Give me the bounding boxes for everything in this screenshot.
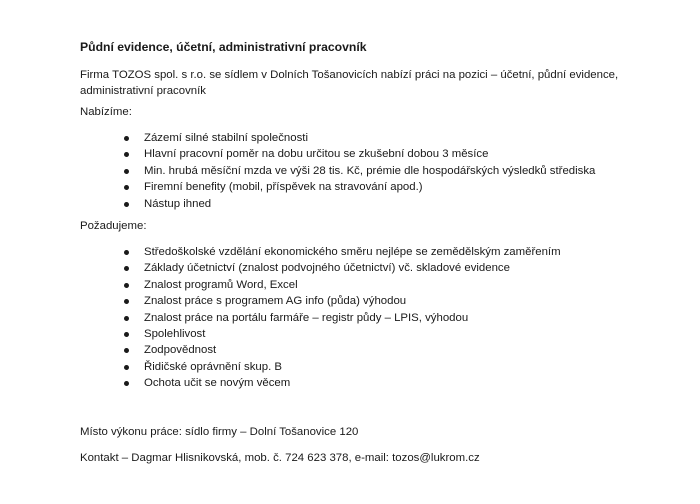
list-item: Základy účetnictví (znalost podvojného účetnictví) vč. skladové evidence [144, 260, 660, 276]
requirements-list [80, 244, 660, 392]
list-item: Hlavní pracovní poměr na dobu určitou se zkušební dobou 3 měsíce [144, 146, 660, 162]
list-item: Řidičské oprávnění skup. B [144, 359, 660, 375]
offer-list [80, 130, 660, 212]
list-item: Nástup ihned [144, 196, 660, 212]
list-item: Zázemí silné stabilní společnosti [144, 130, 660, 146]
list-item: Znalost programů Word, Excel [144, 277, 660, 293]
contact-line: Kontakt – Dagmar Hlisnikovská, mob. č. 724 623 378, e-mail: tozos@lukrom.cz [80, 451, 480, 464]
requirements-heading: Požadujeme: [80, 220, 147, 233]
offer-heading: Nabízíme: [80, 106, 132, 118]
list-item: Spolehlivost [144, 326, 660, 342]
document-title: Půdní evidence, účetní, administrativní pracovník [80, 40, 367, 54]
workplace-line: Místo výkonu práce: sídlo firmy – Dolní Tošanovice 120 [80, 425, 359, 438]
list-item: Znalost práce na portálu farmáře – registr půdy – LPIS, výhodou [144, 310, 660, 326]
list-item: Min. hrubá měsíční mzda ve výši 28 tis. Kč, prémie dle hospodářských výsledků střediska [144, 163, 660, 179]
list-item: Znalost práce s programem AG info (půda) výhodou [144, 293, 660, 309]
intro-paragraph: Firma TOZOS spol. s r.o. se sídlem v Dolních Tošanovicích nabízí práci na pozici – účetní, půdní evidence, administrativní pracovník [80, 69, 619, 97]
job-posting-document [80, 40, 660, 466]
list-item: Ochota učit se novým věcem [144, 375, 660, 391]
list-item: Firemní benefity (mobil, příspěvek na stravování apod.) [144, 179, 660, 195]
list-item: Středoškolské vzdělání ekonomického směru nejlépe se zemědělským zaměřením [144, 244, 660, 260]
list-item: Zodpovědnost [144, 342, 660, 358]
